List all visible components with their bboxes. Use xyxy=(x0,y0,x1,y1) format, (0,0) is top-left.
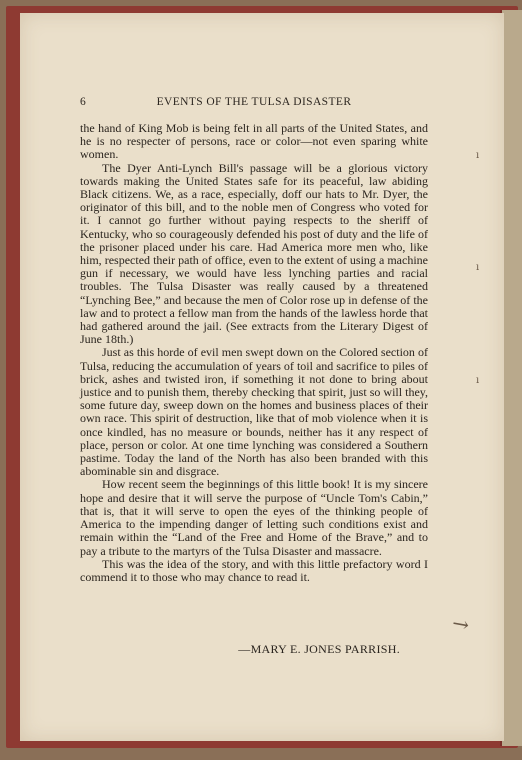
margin-tick-icon: ı xyxy=(476,375,480,386)
margin-tick-icon: ı xyxy=(476,150,480,161)
pencil-mark-icon: ↘ xyxy=(446,609,475,639)
margin-tick-icon: ı xyxy=(476,262,480,273)
author-signature: —MARY E. JONES PARRISH. xyxy=(238,642,400,656)
body-text xyxy=(80,122,428,584)
paragraph-3: Just as this horde of evil men swept down on the Colored section of Tulsa, reducing the accumulation of years of toil and sacrifice to piles of brick, ashes and twisted iron, if something it not done to bring about justice and to punish them, thereby checking that spirit, just so will they, some future day, sweep down on the homes and business places of their own race. This spirit of destruction, like that of mob violence when it is once kindled, has no measure or bounds, neither has it any respect of place, person or color. At one time lynching was considered a Southern pastime. Today the land of the North has also been branded with this abominable sin and disgrace. xyxy=(80,345,428,479)
paragraph-4: How recent seem the beginnings of this little book! It is my sincere hope and desire that it will serve the purpose of “Uncle Tom's Cabin,” that is, that it will serve to open the eyes of the thinking people of America to the impending danger of letting such conditions exist and remain within the “Land of the Free and Home of the Brave,” and to pay a tribute to the martyrs of the Tulsa Disaster and massacre. xyxy=(80,477,428,558)
page-header xyxy=(80,96,428,112)
paragraph-1: the hand of King Mob is being felt in all parts of the United States, and he is no respecter of persons, race or color—not even sparing white women. xyxy=(80,121,428,162)
paragraph-5: This was the idea of the story, and with this little prefactory word I commend it to those who may chance to read it. xyxy=(80,556,428,584)
page-number: 6 xyxy=(80,96,87,108)
paragraph-2: The Dyer Anti-Lynch Bill's passage will be a glorious victory towards making the United States safe for its peaceful, law abiding Black citizens. We, as a race, especially, doff our hats to Mr. Dyer, the originator of this bill, and to the noble men of Congress who voted for it. I cannot go further without paying respects to the sheriff of Kentucky, who so courageously defended his post of duty and the life of the prisoner placed under his care. Had America more men who, like him, respected their path of office, even to the extent of using a machine gun if necessary, we would have less lynching parties and racial troubles. The Tulsa Disaster was really caused by a threatened “Lynching Bee,” and because the men of Color rose up in defense of the law and to protect a fellow man from the hands of the lawless horde that had gathered around the jail. (See extracts from the Literary Digest of June 18th.) xyxy=(80,160,428,347)
running-title: EVENTS OF THE TULSA DISASTER xyxy=(156,96,352,108)
